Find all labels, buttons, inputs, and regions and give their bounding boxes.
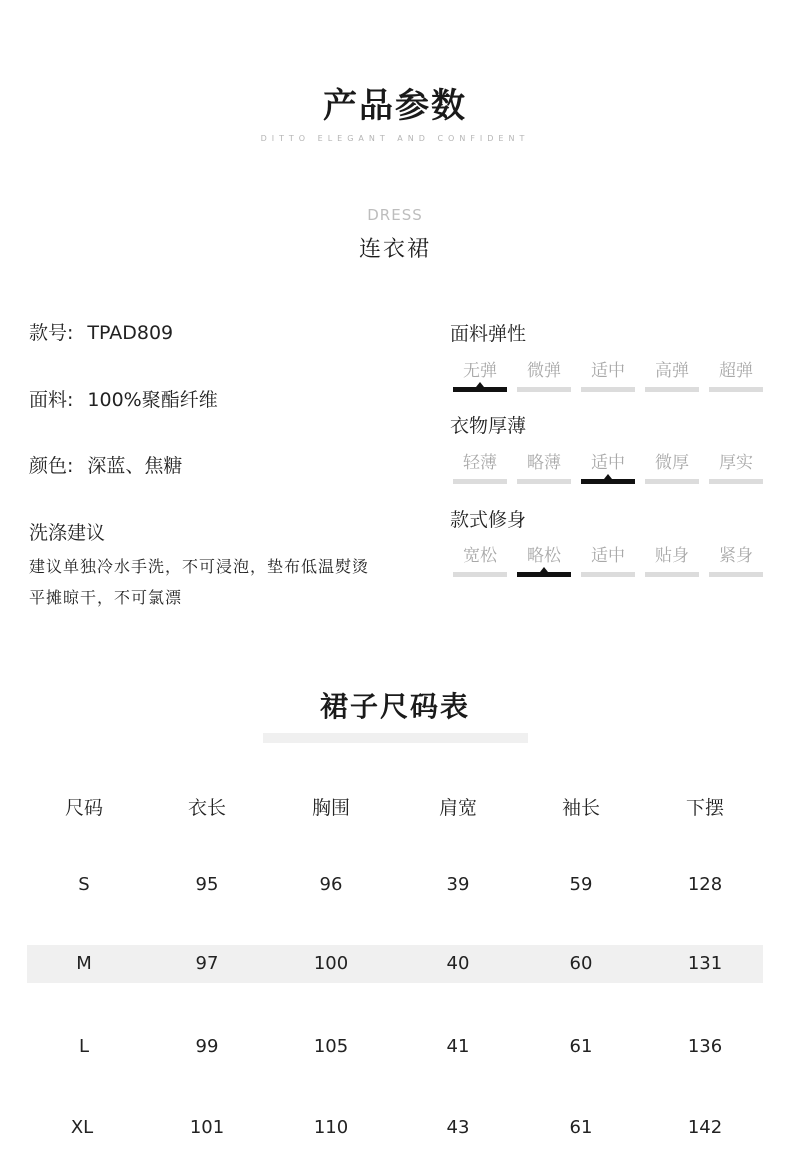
table-cell: 59: [569, 874, 593, 895]
table-cell: M: [76, 953, 92, 974]
scale-option-label: 略薄: [527, 453, 561, 473]
page-title: 产品参数: [323, 86, 467, 126]
scale-option: [453, 356, 507, 392]
size-table-header: [27, 789, 763, 827]
header-cell: 下摆: [685, 797, 724, 819]
scale-option: [645, 541, 699, 577]
header-cell: 衣长: [187, 797, 226, 819]
scale-option: [709, 541, 763, 577]
table-cell: 110: [313, 1117, 349, 1138]
table-cell: 99: [195, 1036, 219, 1057]
scale-option-bar: [581, 387, 635, 392]
table-cell: 105: [313, 1036, 349, 1057]
scale-thickness: [453, 448, 765, 484]
scale-thickness-title: 衣物厚薄: [450, 415, 527, 437]
header-cell: 袖长: [561, 797, 600, 819]
care-text-line-1: 建议单独冷水手洗，不可浸泡，垫布低温熨烫: [29, 557, 370, 576]
scale-option-bar: [581, 479, 635, 484]
scale-option-bar: [709, 387, 763, 392]
header-cell: 肩宽: [438, 797, 477, 819]
scale-option: [517, 356, 571, 392]
table-cell: XL: [70, 1117, 94, 1138]
scale-option-label: 紧身: [719, 546, 753, 566]
scale-option-label: 适中: [591, 546, 625, 566]
table-cell: 43: [446, 1117, 470, 1138]
scale-option-label: 微弹: [527, 361, 561, 381]
scale-option: [645, 356, 699, 392]
scale-option-bar: [709, 479, 763, 484]
scale-option-label: 宽松: [463, 546, 497, 566]
scale-option-label: 高弹: [655, 361, 689, 381]
table-cell: 96: [319, 874, 343, 895]
scale-option-bar: [581, 572, 635, 577]
scale-option-bar: [453, 479, 507, 484]
scale-elasticity: [453, 356, 765, 392]
scale-option-bar: [517, 387, 571, 392]
care-title: 洗涤建议: [29, 522, 106, 544]
scale-option: [709, 448, 763, 484]
scale-option-bar: [645, 572, 699, 577]
table-row: [27, 945, 763, 983]
table-cell: L: [78, 1036, 90, 1057]
scale-option-label: 轻薄: [463, 453, 497, 473]
scale-option: [453, 448, 507, 484]
scale-option: [581, 356, 635, 392]
table-cell: 39: [446, 874, 470, 895]
scale-option-bar: [645, 387, 699, 392]
care-text: [29, 551, 419, 613]
table-cell: 40: [446, 953, 470, 974]
scale-option: [581, 541, 635, 577]
table-cell: 100: [313, 953, 349, 974]
table-cell: 61: [569, 1117, 593, 1138]
scale-option: [645, 448, 699, 484]
table-cell: 101: [189, 1117, 225, 1138]
scale-option-label: 适中: [591, 453, 625, 473]
spec-style-no: [29, 318, 173, 345]
spec-style-no-key: 款号:: [29, 322, 74, 344]
spec-color-key: 颜色:: [29, 455, 74, 477]
scale-elasticity-title: 面料弹性: [450, 323, 527, 345]
category-cn-label: 连衣裙: [358, 237, 431, 262]
scale-option: [453, 541, 507, 577]
spec-color: [29, 451, 182, 478]
spec-style-no-value: TPAD809: [87, 322, 174, 344]
scale-option-label: 适中: [591, 361, 625, 381]
scale-option: [581, 448, 635, 484]
table-row: [27, 1109, 763, 1147]
table-cell: 128: [687, 874, 723, 895]
header-cell: 胸围: [311, 797, 350, 819]
spec-fabric-key: 面料:: [29, 389, 74, 411]
table-row: [27, 866, 763, 904]
scale-option-bar: [453, 387, 507, 392]
scale-option: [517, 448, 571, 484]
scale-fit: [453, 541, 765, 577]
scale-option-bar: [453, 572, 507, 577]
spec-color-value: 深蓝、焦糖: [87, 455, 183, 477]
scale-option-label: 厚实: [719, 453, 753, 473]
page-subtitle: DITTO ELEGANT AND CONFIDENT: [260, 134, 530, 143]
category-en-label: DRESS: [367, 206, 423, 224]
table-row: [27, 1028, 763, 1066]
scale-option-label: 无弹: [463, 361, 497, 381]
table-cell: 136: [687, 1036, 723, 1057]
table-cell: 60: [569, 953, 593, 974]
size-table-title: 裙子尺码表: [319, 690, 470, 723]
scale-option-bar: [709, 572, 763, 577]
scale-option-label: 超弹: [719, 361, 753, 381]
header-cell: 尺码: [64, 797, 103, 819]
scale-option-bar: [645, 479, 699, 484]
care-text-line-2: 平摊晾干，不可氯漂: [29, 588, 183, 607]
scale-option-bar: [517, 572, 571, 577]
table-cell: 142: [687, 1117, 723, 1138]
size-title-underline: [263, 733, 528, 743]
scale-option-label: 贴身: [655, 546, 689, 566]
scale-option: [709, 356, 763, 392]
scale-option-label: 略松: [527, 546, 561, 566]
spec-fabric-value: 100%聚酯纤维: [87, 389, 218, 411]
table-cell: 95: [195, 874, 219, 895]
scale-option-label: 微厚: [655, 453, 689, 473]
scale-option: [517, 541, 571, 577]
scale-option-bar: [517, 479, 571, 484]
table-cell: 61: [569, 1036, 593, 1057]
table-cell: 131: [687, 953, 723, 974]
table-cell: 97: [195, 953, 219, 974]
scale-fit-title: 款式修身: [450, 509, 527, 531]
spec-fabric: [29, 385, 218, 412]
table-cell: 41: [446, 1036, 470, 1057]
table-cell: S: [78, 874, 90, 895]
